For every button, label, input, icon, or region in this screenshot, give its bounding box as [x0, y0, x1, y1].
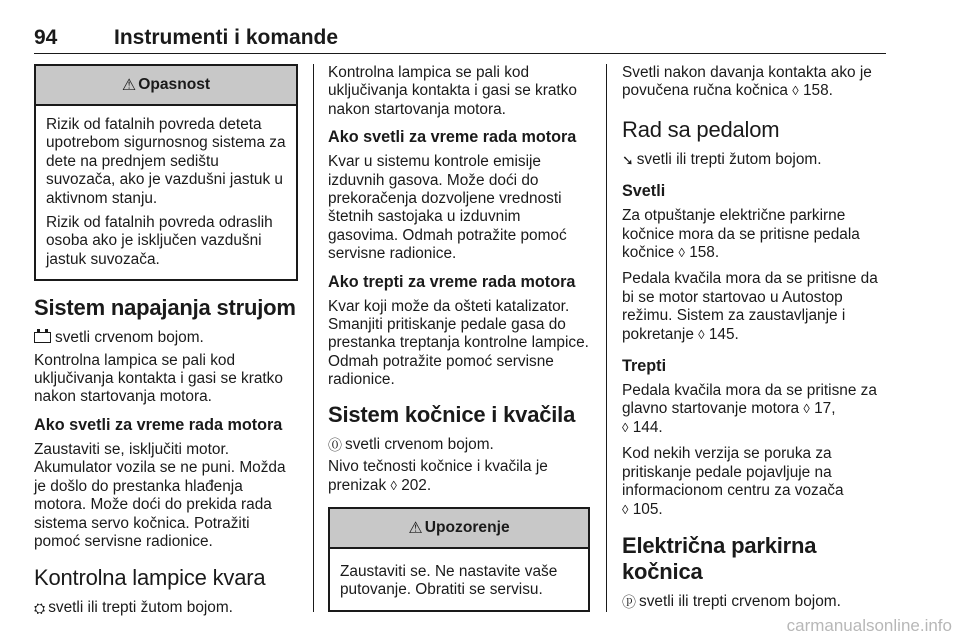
page-ref-icon: ◊: [622, 501, 629, 517]
column-divider-2: [606, 64, 607, 612]
section-title-pedal: Rad sa pedalom: [622, 116, 780, 142]
danger-box-title: Opasnost: [138, 76, 211, 93]
power-system-text-1: Kontrolna lampica se pali kod uključivanja kontakta i gasi se kratko nakon startovanja motora.: [34, 351, 283, 406]
page-header: [34, 26, 886, 54]
section-title-power-system: Sistem napajanja strujom: [34, 295, 296, 321]
warning-box-title: Upozorenje: [424, 518, 510, 536]
warning-box-body: [330, 549, 588, 610]
page-ref-icon: ◊: [678, 245, 685, 261]
engine-icon: ⛭: [34, 600, 46, 617]
battery-icon: [34, 332, 51, 343]
warning-box: [328, 507, 590, 612]
parking-brake-icon: ⓟ: [622, 593, 636, 610]
power-system-indicator: svetli crvenom bojom.: [34, 329, 298, 347]
page-number: 94: [34, 26, 58, 49]
danger-text-2: Rizik od fatalnih povreda odraslih osoba ako je isključen vazdušni jastuk suvozača.: [46, 214, 273, 268]
page-title: Instrumenti i komande: [114, 26, 339, 49]
warning-text: Zaustaviti se. Ne nastavite vaše putovanje. Obratiti se servisu.: [340, 562, 558, 599]
malfunction-subheading-flash: Ako trepti za vreme rada motora: [328, 272, 576, 291]
electric-parking-brake-indicator: ⓟ svetli ili trepti crvenom bojom.: [622, 592, 841, 610]
column-divider-1: [313, 64, 314, 612]
danger-box-header: [36, 66, 296, 106]
page-ref-icon: ◊: [698, 326, 705, 342]
brake-clutch-text: Nivo tečnosti kočnice i kvačila je prenizak ◊ 202.: [328, 458, 548, 494]
malfunction-text-3: Kvar koji može da ošteti katalizator. Smanjiti pritiskanje pedale gasa do prestanka treptanja kontrolne lampice. Odmah potražite pomoć servisne radionice.: [328, 297, 589, 389]
column-3: [622, 64, 888, 619]
pedal-indicator: ➘ svetli ili trepti žutom bojom.: [622, 150, 822, 168]
danger-box: [34, 64, 298, 281]
page-ref-icon: ◊: [803, 401, 810, 417]
foot-on-pedal-icon: ➘: [622, 151, 634, 168]
parking-brake-note: Svetli nakon davanja kontakta ako je povučena ručna kočnica ◊ 158.: [622, 64, 872, 100]
pedal-text-4: Kod nekih verzija se poruka za pritiskanje pedale pojavljuje na informacionom centru za vozača ◊ 105.: [622, 445, 844, 518]
malfunction-text-1: Kontrolna lampica se pali kod uključivanja kontakta i gasi se kratko nakon startovanja motora.: [328, 64, 577, 118]
page-ref-icon: ◊: [390, 477, 397, 493]
warning-triangle-icon: ⚠: [408, 519, 423, 537]
power-system-text-2: Zaustaviti se, isključiti motor. Akumulator vozila se ne puni. Možda je došlo do prestanka hlađenja motora. Može doći do prekida rada sistema servo kočnica. Potražiti pomoć servisne radionice.: [34, 440, 286, 550]
warning-box-header: [330, 509, 588, 549]
watermark: carmanualsonline.info: [786, 616, 952, 635]
column-1: [34, 64, 298, 626]
malfunction-subheading-lit: Ako svetli za vreme rada motora: [328, 128, 577, 147]
brake-clutch-indicator: ⓪ svetli crvenom bojom.: [328, 435, 494, 453]
malfunction-lamp-indicator: ⛭ svetli ili trepti žutom bojom.: [34, 599, 233, 617]
danger-box-body: [36, 106, 296, 279]
page-ref-icon: ◊: [792, 83, 799, 99]
pedal-subheading-lit: Svetli: [622, 182, 666, 201]
warning-triangle-icon: ⚠: [121, 77, 137, 94]
danger-text-1: Rizik od fatalnih povreda deteta upotrebom sigurnosnog sistema za dete na prednjem sedištu suvozača, ako je vazdušni jastuk u aktivnom stanju.: [46, 116, 286, 207]
column-2: [328, 64, 590, 626]
power-system-subheading: Ako svetli za vreme rada motora: [34, 415, 283, 434]
brake-warning-icon: ⓪: [328, 436, 342, 453]
section-title-brake-clutch: Sistem kočnice i kvačila: [328, 401, 576, 427]
malfunction-text-2: Kvar u sistemu kontrole emisije izduvnih gasova. Može doći do prekoračenja dozvoljene vrednosti štetnih sastojaka u izduvnim gasovima. Odmah potražite pomoć servisne radionice.: [328, 153, 567, 263]
pedal-text-2: Pedala kvačila mora da se pritisne da bi se motor startovao u Autostop režimu. Sistem za zaustavljanje i pokretanje ◊ 145.: [622, 270, 878, 343]
section-title-electric-parking-brake: Električna parkirna kočnica: [622, 532, 817, 584]
pedal-text-3: Pedala kvačila mora da se pritisne za glavno startovanje motora ◊ 17, ◊ 144.: [622, 382, 877, 436]
section-title-malfunction-lamp: Kontrolna lampice kvara: [34, 565, 266, 591]
page-ref-icon: ◊: [622, 419, 629, 435]
pedal-subheading-flash: Trepti: [622, 357, 667, 376]
pedal-text-1: Za otpuštanje električne parkirne kočnice mora da se pritisne pedala kočnice ◊ 158.: [622, 207, 860, 262]
